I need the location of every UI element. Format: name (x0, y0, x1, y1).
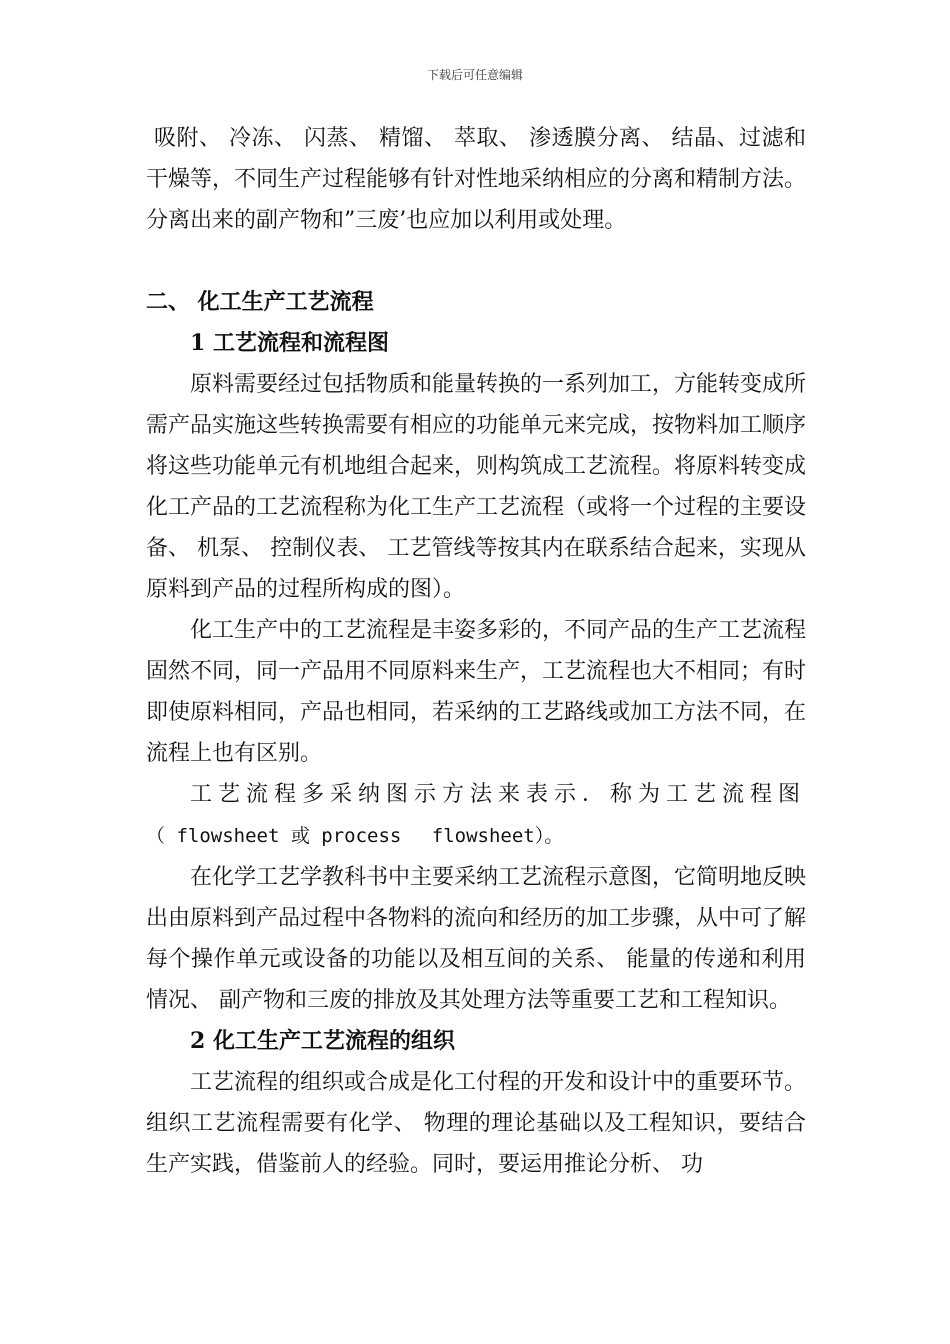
paragraph-process-organization: 工艺流程的组织或合成是化工付程的开发和设计中的重要环节。组织工艺流程需要有化学、 物理的理论基础以及工程知识，要结合生产实践，借鉴前人的经验。同时，要运用推论分析、 功 (146, 1070, 807, 1177)
opening-paragraph: 吸附、 冷冻、 闪蒸、 精馏、 萃取、 渗透膜分离、 结晶、过滤和干燥等，不同生产过程能够有针对性地采纳相应的分离和精制方法。分离出来的副产物和”三废’也应加以利用或处理。 (146, 126, 807, 233)
subsection-heading-2: 2 化工生产工艺流程的组织 (190, 1028, 455, 1054)
page-header-note: 下载后可任意编辑 (426, 68, 523, 82)
paragraph-flow-diagram: 在化学工艺学教科书中主要采纳工艺流程示意图，它简明地反映出由原料到产品过程中各物料的流向和经历的加工步骤，从中可了解每个操作单元或设备的功能以及相互间的关系、 能量的传递和利用情况、 副产物和三废的排放及其处理方法等重要工艺和工程知识。 (146, 865, 807, 1013)
paragraph-process-variety: 化工生产中的工艺流程是丰姿多彩的，不同产品的生产工艺流程固然不同，同一产品用不同原料来生产，工艺流程也大不相同；有时即使原料相同，产品也相同，若采纳的工艺路线或加工方法不同，在流程上也有区别。 (146, 618, 807, 766)
subsection-heading-1: 1 工艺流程和流程图 (190, 330, 389, 356)
document-body (146, 118, 806, 1185)
section-heading-two: 二、 化工生产工艺流程 (146, 289, 374, 315)
paragraph-flowsheet-intro: 工艺流程多采纳图示方法来表示．称为工艺流程图 (190, 782, 807, 807)
flowsheet-terms: （ flowsheet 或 process flowsheet）。 (146, 825, 564, 847)
paragraph-process-definition: 原料需要经过包括物质和能量转换的一系列加工，方能转变成所需产品实施这些转换需要有相应的功能单元来完成，按物料加工顺序将这些功能单元有机地组合起来，则构筑成工艺流程。将原料转变成化工产品的工艺流程称为化工生产工艺流程（或将一个过程的主要设备、 机泵、 控制仪表、 工艺管线等按其内在联系结合起来，实现从原料到产品的过程所构成的图）。 (146, 372, 807, 602)
paragraph-flowsheet-terms (146, 815, 806, 857)
